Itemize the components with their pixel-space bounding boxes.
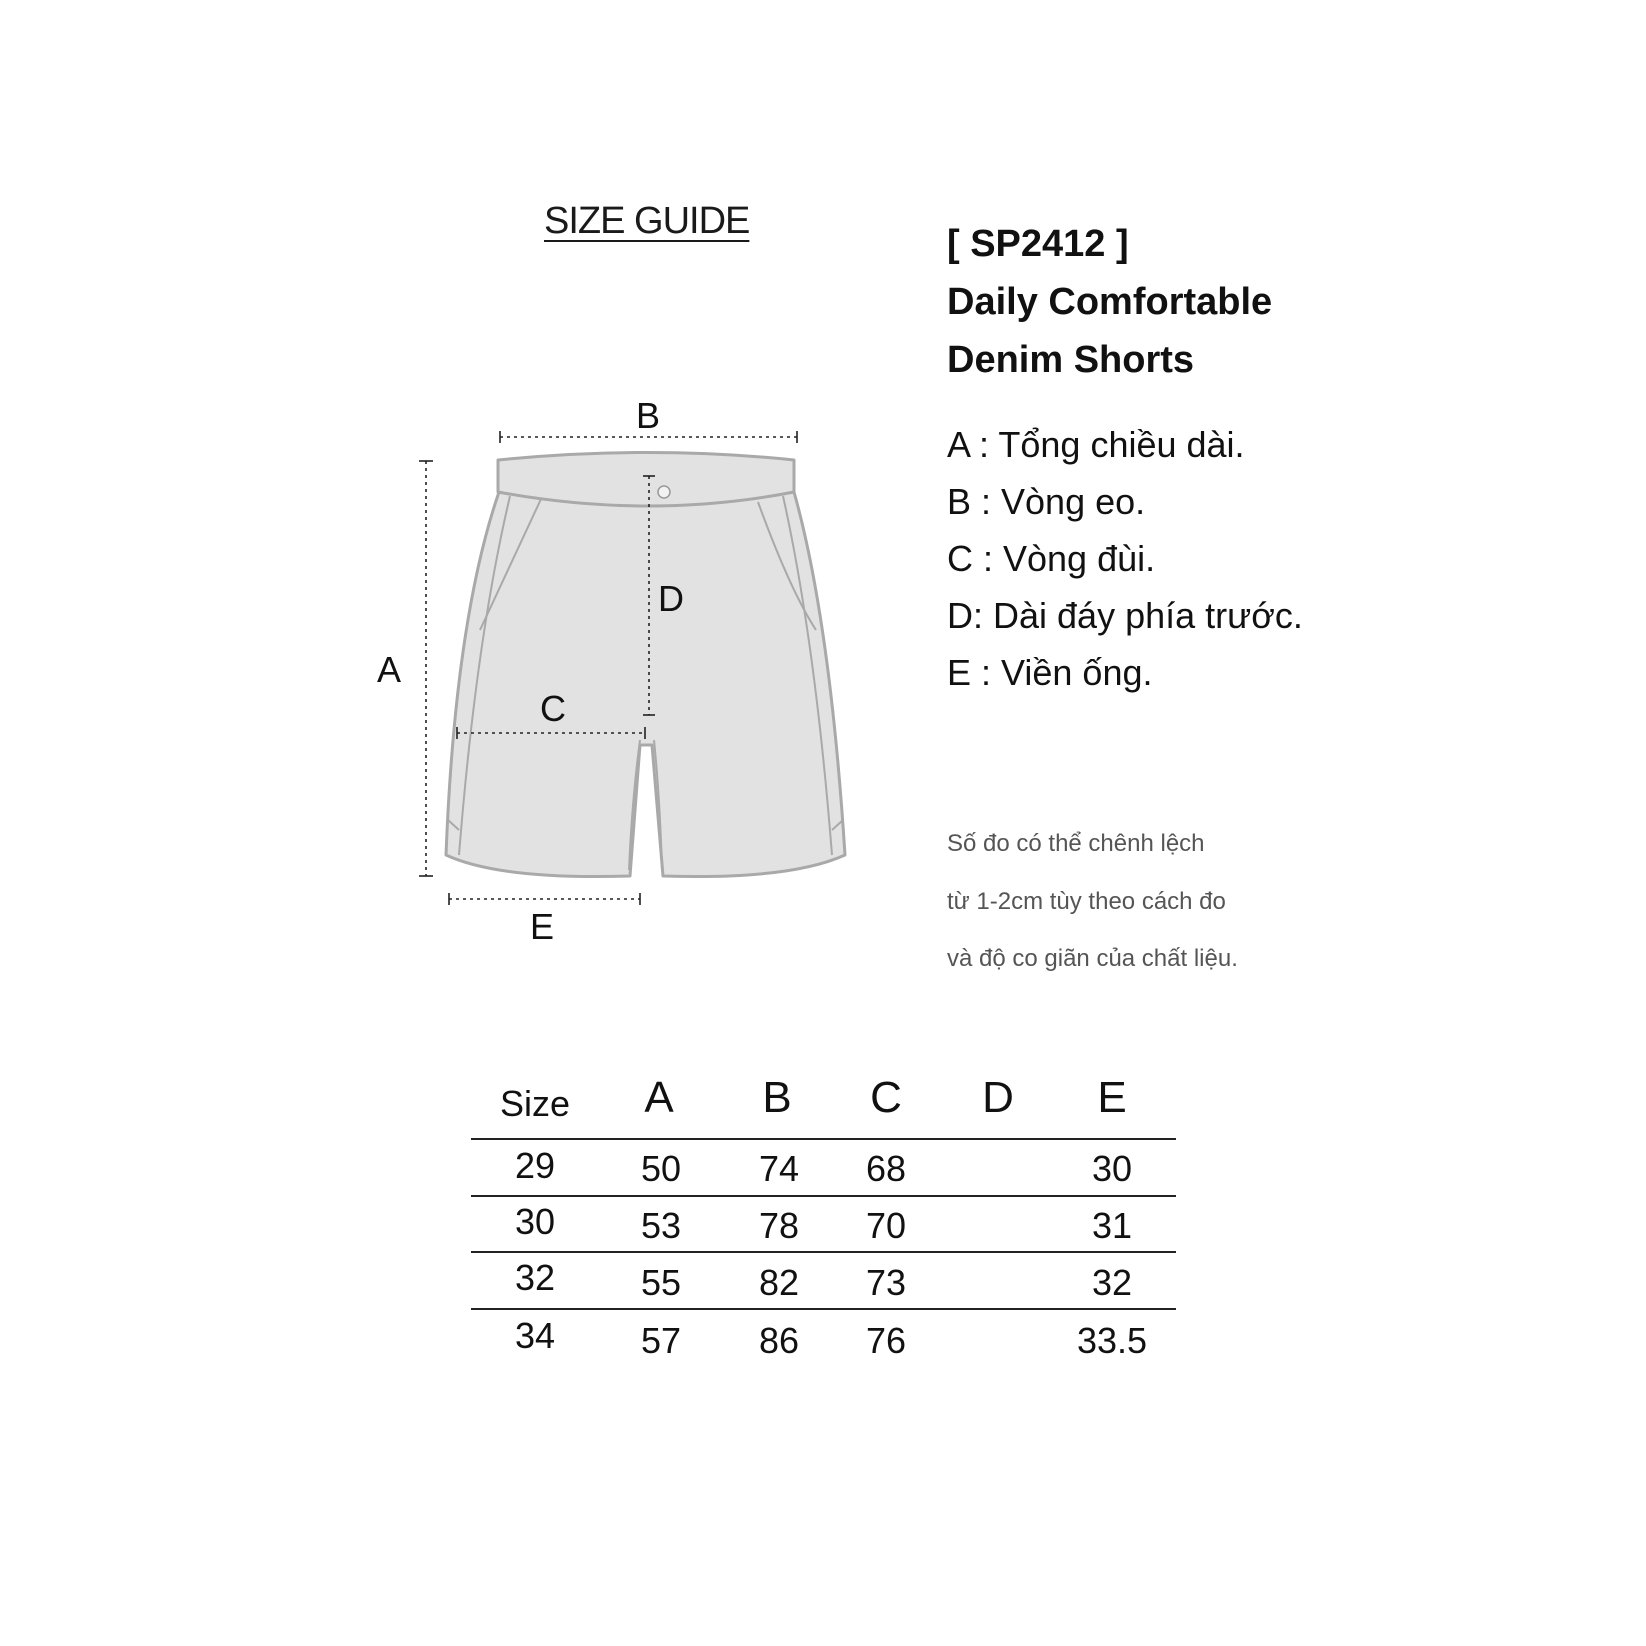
label-e: E	[530, 906, 555, 947]
table-cell: 30	[514, 1201, 556, 1242]
label-d: D	[658, 578, 684, 619]
legend-item-b: B : Vòng eo.	[947, 481, 1146, 522]
table-cell: 30	[1091, 1148, 1133, 1189]
shorts-illustration	[446, 453, 845, 877]
table-cell: 53	[640, 1205, 682, 1246]
header-d: D	[982, 1073, 1014, 1122]
label-a: A	[377, 649, 402, 690]
product-name-line2: Denim Shorts	[947, 339, 1195, 381]
table-cell: 73	[865, 1262, 907, 1303]
header-b: B	[762, 1073, 792, 1122]
note-line-3: và độ co giãn của chất liệu.	[947, 945, 1238, 972]
table-cell: 78	[758, 1205, 800, 1246]
table-cell: 55	[640, 1262, 682, 1303]
legend-item-e: E : Viền ống.	[947, 652, 1153, 693]
legend-item-d: D: Dài đáy phía trước.	[947, 595, 1303, 636]
table-cell: 68	[865, 1148, 907, 1189]
table-cell: 57	[640, 1320, 682, 1361]
table-cell: 29	[514, 1145, 556, 1186]
table-cell: 34	[514, 1315, 556, 1356]
legend-item-a: A : Tổng chiều dài.	[947, 424, 1245, 465]
note-line-2: từ 1-2cm tùy theo cách đo	[947, 887, 1226, 915]
table-cell: 33.5	[1076, 1320, 1148, 1361]
note-line-1: Số đo có thể chênh lệch	[947, 830, 1205, 857]
button-icon	[658, 486, 670, 498]
table-cell: 86	[758, 1320, 800, 1361]
header-e: E	[1097, 1073, 1127, 1122]
size-guide-title: SIZE GUIDE	[544, 200, 750, 242]
table-cell: 32	[514, 1257, 556, 1298]
table-cell: 76	[865, 1320, 907, 1361]
header-a: A	[644, 1073, 674, 1122]
label-b: B	[636, 395, 661, 436]
header-c: C	[870, 1073, 902, 1122]
table-cell: 82	[758, 1262, 800, 1303]
product-name-line1: Daily Comfortable	[947, 281, 1273, 323]
legend-item-c: C : Vòng đùi.	[947, 538, 1156, 579]
table-cell: 32	[1091, 1262, 1133, 1303]
header-size: Size	[499, 1083, 571, 1124]
table-cell: 74	[758, 1148, 800, 1189]
table-cell: 31	[1091, 1205, 1133, 1246]
product-code: [ SP2412 ]	[947, 223, 1129, 265]
label-c: C	[540, 688, 566, 729]
table-cell: 50	[640, 1148, 682, 1189]
table-cell: 70	[865, 1205, 907, 1246]
